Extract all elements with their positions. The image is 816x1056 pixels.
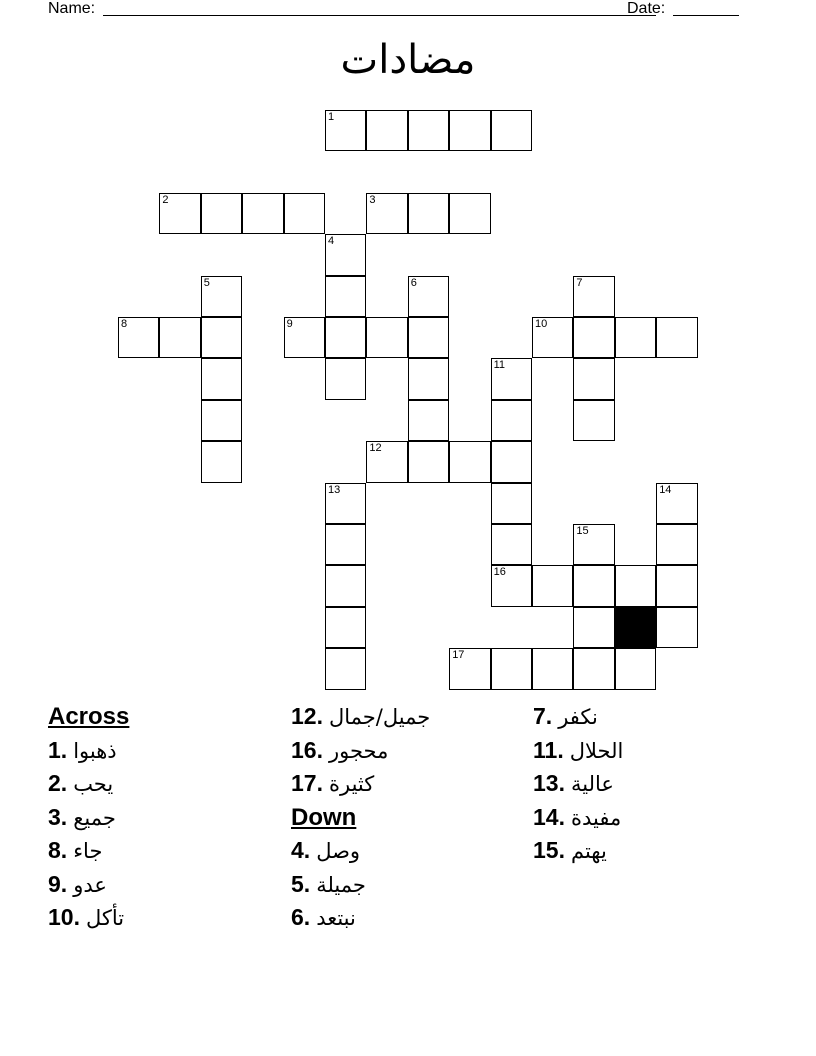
cell-number: 7 — [576, 276, 583, 289]
clue-number: 15. — [533, 837, 565, 863]
clue-number: 16. — [291, 736, 323, 763]
grid-cell[interactable] — [573, 607, 614, 648]
grid-cell[interactable] — [201, 276, 242, 317]
grid-cell[interactable] — [325, 648, 366, 689]
grid-cell[interactable] — [491, 524, 532, 565]
clue-number: 7. — [533, 703, 553, 729]
clue-item — [291, 700, 521, 734]
clue-item — [533, 834, 763, 868]
cell-number: 9 — [286, 318, 293, 330]
clue-text: ذهبوا — [73, 738, 117, 763]
grid-cell[interactable] — [615, 565, 656, 606]
grid-cell[interactable] — [325, 565, 366, 606]
grid-cell[interactable] — [573, 317, 614, 358]
grid-cell[interactable] — [656, 607, 697, 648]
grid-cell[interactable] — [491, 358, 532, 399]
clue-item — [533, 700, 763, 734]
across-clue-list-continued — [291, 700, 521, 801]
grid-cell[interactable] — [325, 234, 366, 275]
clue-item — [291, 901, 521, 935]
name-label: Name: — [48, 0, 96, 17]
clue-text: مفيدة — [570, 805, 622, 830]
grid-cell[interactable] — [573, 524, 614, 565]
cell-number: 10 — [535, 318, 548, 330]
grid-cell[interactable] — [449, 441, 490, 482]
puzzle-title: مضادات — [340, 38, 476, 82]
grid-cell[interactable] — [449, 110, 490, 151]
cell-number: 15 — [576, 525, 589, 537]
cell-number: 1 — [328, 111, 335, 123]
across-heading: Across — [48, 703, 130, 730]
down-clue-list — [291, 834, 521, 935]
grid-cell[interactable] — [325, 483, 366, 524]
clue-number: 2. — [48, 770, 68, 796]
clue-number: 10. — [48, 904, 80, 930]
grid-cell[interactable] — [201, 400, 242, 441]
clues-column-3 — [533, 700, 763, 868]
grid-cell[interactable] — [573, 358, 614, 399]
clue-number: 14. — [533, 803, 565, 830]
grid-cell[interactable] — [366, 317, 407, 358]
grid-cell[interactable] — [573, 276, 614, 317]
grid-cell[interactable] — [118, 317, 159, 358]
clue-item — [48, 767, 278, 801]
cell-number: 12 — [369, 442, 382, 455]
grid-cell[interactable] — [408, 110, 449, 151]
clue-text: عالية — [570, 772, 614, 796]
grid-cell[interactable] — [325, 607, 366, 648]
cell-number: 11 — [493, 359, 506, 372]
clue-item — [291, 734, 521, 768]
grid-cell[interactable] — [201, 441, 242, 482]
grid-cell[interactable] — [656, 483, 697, 524]
cell-number: 3 — [369, 193, 376, 206]
grid-cell[interactable] — [408, 358, 449, 399]
grid-cell[interactable] — [242, 193, 283, 234]
down-clue-list-continued — [533, 700, 763, 868]
clue-text: الحلال — [569, 738, 624, 763]
clue-text: نبتعد — [316, 906, 356, 930]
grid-cell[interactable] — [325, 317, 366, 358]
grid-cell[interactable] — [449, 193, 490, 234]
grid-cell[interactable] — [408, 276, 449, 317]
clue-text: محجور — [328, 738, 389, 763]
clue-number: 8. — [48, 837, 68, 863]
clue-text: جميع — [73, 805, 116, 830]
clue-number: 17. — [291, 770, 323, 796]
down-heading: Down — [291, 803, 357, 831]
grid-cell[interactable] — [532, 317, 573, 358]
clues-column-1 — [48, 700, 278, 935]
clue-text: جاء — [73, 839, 103, 863]
clue-number: 5. — [291, 870, 311, 897]
grid-cell[interactable] — [201, 358, 242, 399]
clue-number: 13. — [533, 770, 565, 796]
clue-item — [48, 834, 278, 868]
cell-number: 8 — [121, 318, 128, 330]
grid-cell[interactable] — [325, 524, 366, 565]
grid-cell[interactable] — [366, 441, 407, 482]
grid-cell[interactable] — [284, 317, 325, 358]
grid-cell[interactable] — [201, 193, 242, 234]
grid-cell[interactable] — [408, 441, 449, 482]
cell-number: 16 — [493, 566, 506, 579]
clue-number: 4. — [291, 837, 311, 863]
clue-text: كثيرة — [328, 772, 375, 796]
across-clue-list — [48, 734, 278, 935]
clue-number: 9. — [48, 870, 68, 897]
grid-cell[interactable] — [325, 358, 366, 399]
date-label: Date: — [627, 0, 666, 17]
grid-cell[interactable] — [491, 565, 532, 606]
cell-number: 17 — [452, 649, 465, 662]
grid-cell[interactable] — [366, 193, 407, 234]
grid-cell[interactable] — [325, 110, 366, 151]
grid-cell[interactable] — [408, 193, 449, 234]
grid-cell[interactable] — [408, 400, 449, 441]
clue-text: نكفر — [558, 705, 598, 729]
grid-cell[interactable] — [532, 565, 573, 606]
cell-number: 4 — [328, 235, 335, 248]
clues-section — [0, 700, 816, 950]
clue-item — [48, 734, 278, 768]
clue-number: 1. — [48, 736, 68, 763]
cell-number: 5 — [203, 276, 210, 289]
clue-text: جميل/جمال — [328, 705, 431, 729]
cell-number: 2 — [162, 193, 169, 206]
clue-number: 12. — [291, 703, 323, 729]
clue-item — [291, 868, 521, 902]
grid-cell[interactable] — [615, 648, 656, 689]
grid-cell[interactable] — [573, 648, 614, 689]
clue-number: 3. — [48, 803, 68, 830]
clue-item — [291, 767, 521, 801]
grid-cell[interactable] — [656, 524, 697, 565]
clue-text: جميلة — [316, 872, 366, 897]
black-cell — [615, 607, 656, 648]
grid-cell[interactable] — [201, 317, 242, 358]
grid-cell[interactable] — [532, 648, 573, 689]
grid-cell[interactable] — [656, 317, 697, 358]
cell-number: 13 — [328, 483, 341, 496]
clue-text: يحب — [73, 772, 114, 796]
grid-cell[interactable] — [491, 110, 532, 151]
clue-item — [533, 801, 763, 835]
clue-text: وصل — [316, 839, 361, 863]
grid-cell[interactable] — [491, 483, 532, 524]
clue-item — [48, 901, 278, 935]
clue-number: 6. — [291, 904, 311, 930]
clue-number: 11. — [533, 736, 564, 763]
clue-item — [533, 734, 763, 768]
grid-cell[interactable] — [159, 317, 200, 358]
grid-cell[interactable] — [408, 317, 449, 358]
grid-cell[interactable] — [325, 276, 366, 317]
grid-cell[interactable] — [491, 648, 532, 689]
clue-item — [291, 834, 521, 868]
clue-text: يهتم — [570, 839, 607, 863]
grid-cell[interactable] — [491, 441, 532, 482]
grid-cell[interactable] — [491, 400, 532, 441]
grid-cell[interactable] — [159, 193, 200, 234]
grid-cell[interactable] — [615, 317, 656, 358]
clue-item — [48, 868, 278, 902]
clue-item — [533, 767, 763, 801]
cell-number: 6 — [410, 276, 417, 289]
grid-cell[interactable] — [449, 648, 490, 689]
clue-text: عدو — [73, 872, 107, 897]
clue-text: تأكل — [85, 906, 125, 930]
grid-cell[interactable] — [366, 110, 407, 151]
clue-item — [48, 801, 278, 835]
grid-cell[interactable] — [573, 565, 614, 606]
grid-cell[interactable] — [284, 193, 325, 234]
clues-column-2 — [291, 700, 521, 935]
cell-number: 14 — [659, 483, 672, 496]
grid-cell[interactable] — [573, 400, 614, 441]
grid-cell[interactable] — [656, 565, 697, 606]
